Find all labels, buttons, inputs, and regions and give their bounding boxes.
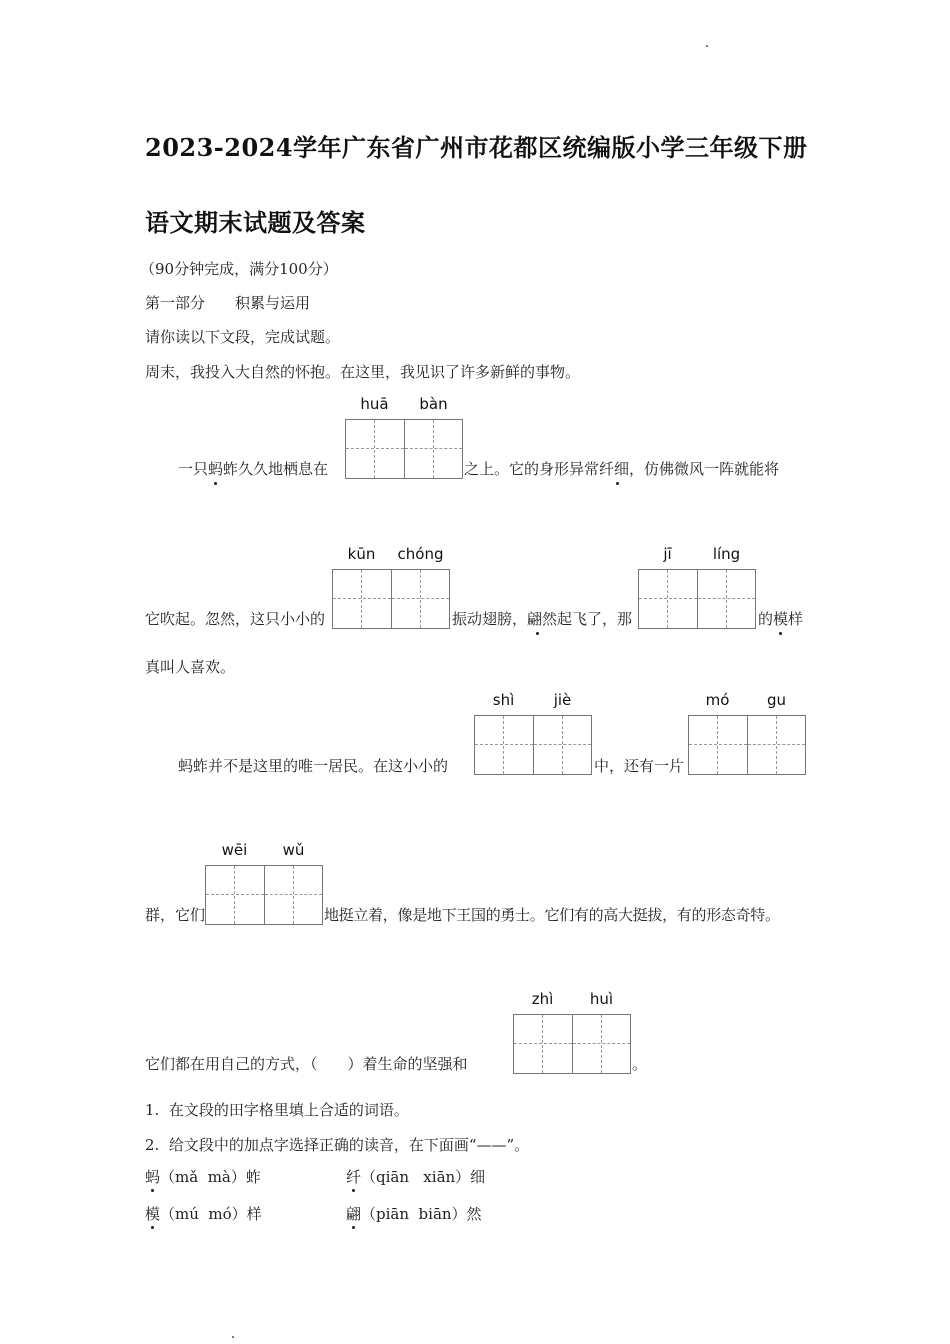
time-note: （90分钟完成，满分100分） [140,260,338,278]
tianzige-weiwu [205,841,323,925]
pinyin-row [688,691,806,711]
emphasis-dot-xian [616,482,619,485]
tianzige-huaban [345,395,463,479]
p2-line2-b: 地挺立着，像是地下王国的勇士。它们有的高大挺拔，有的形态奇特。 [324,906,780,924]
grid-cell[interactable] [264,865,324,925]
emphasis-dot [352,1189,355,1192]
p1-line2-a: 它吹起。忽然，这只小小的 [145,610,326,628]
scan-mark-bottom [232,1336,234,1338]
tianzige-zhihui [513,990,631,1074]
tianzige-shijie [474,691,592,775]
p2-text-start: 蚂蚱并不是这里的唯一居民。在这小小的 [178,757,449,775]
question-2: 2. 给文段中的加点字选择正确的读音，在下面画“——”。 [145,1136,530,1154]
pinyin: gu [766,691,787,709]
option-ma[interactable]: 蚂（mǎ mà）蚱 [145,1168,261,1186]
grid-cell[interactable] [638,569,698,629]
p1-text-start: 一只蚂蚱久久地栖息在 [178,460,329,478]
pinyin: wǔ [282,841,305,859]
p3-text: 它们都在用自己的方式，（ ）着生命的坚强和 [145,1055,468,1073]
pinyin: mó [705,691,730,709]
grid-cell[interactable] [391,569,451,629]
p1-line2-c: 的模样 [758,610,804,628]
p1-line3: 真叫人喜欢。 [145,658,236,676]
tianzige-kunchong [332,545,450,629]
p2-line2-a: 群，它们 [145,906,206,924]
scan-mark-top [706,45,708,47]
title-line-1: 2023-2024学年广东省广州市花都区统编版小学三年级下册 [145,133,808,162]
lead-paragraph: 周末，我投入大自然的怀抱。在这里，我见识了许多新鲜的事物。 [145,363,581,381]
pinyin: shì [492,691,515,709]
option-xian[interactable]: 纤（qiān xiān）细 [346,1168,486,1186]
grid-cell[interactable] [332,569,392,629]
grid-cell[interactable] [474,715,534,775]
pinyin-row [638,545,756,565]
tianzige-mogu [688,691,806,775]
grid-cell[interactable] [345,419,405,479]
pinyin: líng [712,545,741,563]
p1-line2-b: 振动翅膀，翩然起飞了，那 [452,610,633,628]
pinyin-row [513,990,631,1010]
pinyin-row [332,545,450,565]
grid-cell[interactable] [205,865,265,925]
emphasis-dot [352,1226,355,1229]
p1-text-mid: 之上。它的身形异常纤细，仿佛微风一阵就能将 [464,460,780,478]
pinyin-row [345,395,463,415]
grid-cell[interactable] [688,715,748,775]
pinyin: bàn [419,395,448,413]
pinyin: huì [589,990,614,1008]
pinyin: zhì [531,990,554,1008]
emphasis-dot-ma [214,482,217,485]
emphasis-dot-pian [536,632,539,635]
tianzige-jiling [638,545,756,629]
section-heading: 第一部分 积累与运用 [145,294,311,312]
question-1: 1. 在文段的田字格里填上合适的词语。 [145,1101,409,1119]
pinyin-row [205,841,323,861]
grid-cell[interactable] [697,569,757,629]
grid-cell[interactable] [533,715,593,775]
grid-cell[interactable] [747,715,807,775]
option-mo[interactable]: 模（mú mó）样 [145,1205,262,1223]
grid-cell[interactable] [572,1014,632,1074]
pinyin: jiè [553,691,572,709]
title-line-2: 语文期末试题及答案 [145,208,366,237]
emphasis-dot [151,1189,154,1192]
emphasis-dot [151,1226,154,1229]
pinyin: huā [360,395,389,413]
pinyin-row [474,691,592,711]
instruction: 请你读以下文段，完成试题。 [145,328,341,346]
pinyin: kūn [347,545,376,563]
option-pian[interactable]: 翩（piān biān）然 [346,1205,482,1223]
pinyin: chóng [397,545,444,563]
grid-cell[interactable] [513,1014,573,1074]
grid-cell[interactable] [404,419,464,479]
p3-end: 。 [632,1055,648,1073]
pinyin: wēi [221,841,248,859]
p2-text-mid: 中，还有一片 [594,757,685,775]
emphasis-dot-mo [779,632,782,635]
pinyin: jī [663,545,672,563]
